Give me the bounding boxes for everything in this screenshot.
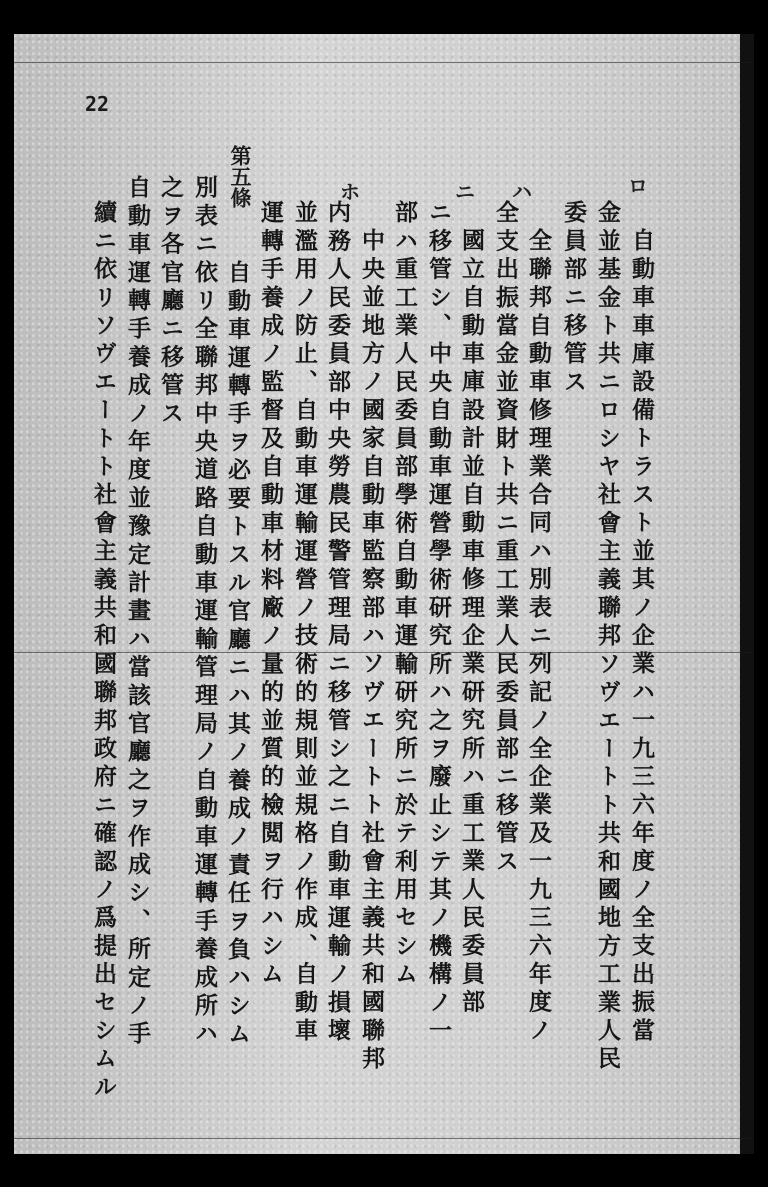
text-column: 運轉手養成ノ監督及自動車材料廠ノ量的並質的檢閲ヲ行ハシム [257, 200, 284, 990]
text-column: ニ移管シ、中央自動車運營學術研究所ハ之ヲ廢止シテ其ノ機構ノ一 [425, 200, 452, 1047]
text-column: 委員部ニ移管ス [560, 200, 587, 398]
page-number: 22 [85, 92, 110, 116]
text-column: 金並基金ト共ニロシヤ社會主義聯邦ソヴエートト共和國地方工業人民 [594, 200, 621, 1075]
text-column: 別表ニ依リ全聯邦中央道路自動車運輸管理局ノ自動車運轉手養成所ハ [191, 175, 218, 1050]
top-fold-line [14, 62, 752, 63]
text-column: 内務人民委員部中央勞農民警管理局ニ移管シ之ニ自動車運輸ノ損壞 [324, 200, 351, 1046]
text-column: 之ヲ各官廳ニ移管ス [157, 175, 184, 429]
text-column: 中央並地方ノ國家自動車監察部ハソヴエートト社會主義共和國聯邦 [358, 228, 385, 1074]
text-column: 全支出振當金並資財ト共ニ重工業人民委員部ニ移管ス [492, 200, 519, 877]
section-marker-ha: ハ [512, 180, 532, 204]
text-column: 全聯邦自動車修理業合同ハ別表ニ列記ノ全企業及一九三六年度ノ [525, 228, 552, 1046]
text-column: 並濫用ノ防止、自動車運輸運營ノ技術的規則並規格ノ作成、自動車 [291, 200, 318, 1046]
text-column: 國立自動車庫設計並自動車修理企業研究所ハ重工業人民委員部 [458, 228, 485, 1018]
section-marker-ro: ロ [628, 174, 648, 198]
section-marker-ni: ニ [455, 180, 475, 204]
book-spine-shadow [740, 34, 754, 1154]
text-column: 部ハ重工業人民委員部學術自動車運輸研究所ニ於テ利用セシム [391, 200, 418, 990]
text-column: 自動車運轉手ヲ必要トスル官廳ニハ其ノ養成ノ責任ヲ負ハシム [224, 260, 251, 1050]
article-heading: 第五條 [228, 145, 253, 208]
section-marker-ho: ホ [340, 180, 360, 204]
text-column: 自動車車庫設備トラスト並其ノ企業ハ一九三六年度ノ全支出振當 [628, 228, 655, 1046]
text-column: 自動車運轉手養成ノ年度並豫定計畫ハ當該官廳之ヲ作成シ、所定ノ手 [124, 175, 151, 1050]
text-column: 續ニ依リソヴエートト社會主義共和國聯邦政府ニ確認ノ爲提出セシムル [90, 200, 117, 1103]
bottom-fold-line [14, 1138, 752, 1139]
